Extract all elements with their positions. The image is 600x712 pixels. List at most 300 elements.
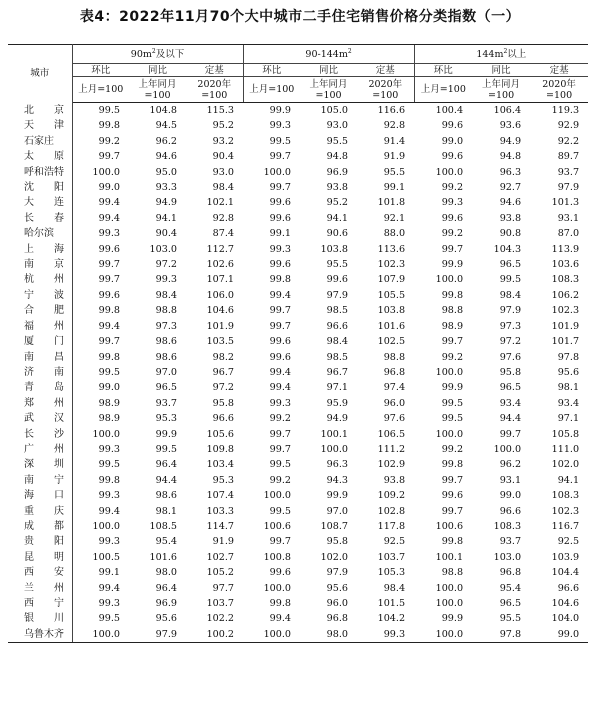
value-cell: 99.8 (269, 274, 292, 286)
value-cell: 100.0 (414, 627, 472, 643)
base-header-line: 上月=100 (249, 84, 295, 95)
value-cell: 99.4 (98, 320, 120, 332)
value-cell: 115.3 (206, 105, 235, 116)
value-cell: 99.7 (441, 336, 464, 348)
value-cell: 93.0 (212, 166, 235, 178)
value-cell: 103.3 (206, 505, 235, 517)
value-cell: 95.5 (326, 259, 349, 271)
value-cell: 92.1 (383, 212, 406, 224)
table-row (8, 149, 588, 164)
value-cell: 99.6 (441, 490, 464, 502)
value-cell: 93.0 (326, 120, 349, 132)
table-row (8, 195, 588, 210)
value-cell: 92.8 (212, 212, 235, 224)
value-cell: 99.5 (98, 366, 120, 378)
city-cell: 海 口 (8, 488, 72, 503)
city-cell: 成 都 (8, 519, 72, 534)
value-cell: 99.1 (383, 182, 406, 194)
value-cell: 99.6 (269, 351, 292, 363)
value-cell: 99.5 (269, 505, 292, 517)
value-cell: 95.8 (499, 366, 522, 378)
value-cell: 104.3 (493, 243, 522, 255)
value-cell: 99.8 (98, 474, 120, 486)
value-cell: 114.7 (206, 520, 235, 532)
value-cell: 100.0 (92, 520, 120, 532)
base-header (300, 77, 357, 103)
value-cell: 97.6 (383, 413, 406, 425)
city-cell: 南 昌 (8, 350, 72, 365)
value-cell: 99.8 (441, 459, 464, 471)
value-cell: 99.6 (98, 289, 120, 301)
value-cell: 95.6 (557, 366, 580, 378)
city-cell: 武 汉 (8, 411, 72, 426)
value-cell: 102.3 (551, 305, 580, 317)
value-cell: 104.6 (551, 598, 580, 609)
city-cell: 重 庆 (8, 504, 72, 519)
value-cell: 94.9 (326, 413, 349, 425)
value-cell: 100.0 (435, 598, 464, 609)
value-cell: 99.6 (326, 274, 349, 286)
value-cell: 90.4 (155, 228, 177, 240)
table-row (8, 411, 588, 426)
value-cell: 96.9 (155, 598, 177, 609)
value-cell: 95.8 (212, 397, 235, 409)
value-cell: 98.4 (155, 289, 177, 301)
value-cell: 92.9 (557, 120, 580, 132)
value-cell: 94.3 (326, 474, 349, 486)
value-cell: 99.9 (155, 428, 177, 440)
value-cell: 99.8 (441, 536, 464, 548)
table-row (8, 534, 588, 549)
value-cell: 93.7 (499, 536, 522, 548)
value-cell: 105.6 (206, 428, 235, 440)
table-row (8, 180, 588, 195)
value-cell: 92.2 (557, 135, 580, 147)
value-cell: 99.5 (499, 274, 522, 286)
value-cell: 99.7 (441, 505, 464, 517)
value-cell: 101.6 (377, 320, 406, 332)
value-cell: 99.3 (98, 536, 120, 548)
value-cell: 104.6 (206, 305, 235, 317)
value-cell: 95.5 (326, 135, 349, 147)
value-cell: 97.3 (155, 320, 177, 332)
value-cell: 96.0 (326, 598, 349, 609)
value-cell: 97.9 (499, 305, 522, 317)
value-cell: 94.9 (155, 197, 177, 209)
value-cell: 100.0 (435, 166, 464, 178)
value-cell: 96.8 (383, 366, 406, 378)
value-cell: 97.9 (129, 627, 186, 643)
value-cell: 99.2 (98, 135, 120, 147)
value-cell: 100.0 (263, 166, 292, 178)
value-cell: 90.4 (212, 151, 235, 163)
table-row (8, 303, 588, 318)
value-cell: 91.9 (212, 536, 235, 548)
city-cell: 石家庄 (8, 134, 72, 149)
value-cell: 97.7 (212, 582, 235, 594)
value-cell: 99.7 (269, 151, 292, 163)
value-cell: 96.4 (155, 582, 177, 594)
value-cell: 99.7 (98, 274, 120, 286)
value-cell: 97.0 (155, 366, 177, 378)
value-cell: 99.6 (269, 259, 292, 271)
value-cell: 99.4 (269, 366, 292, 378)
value-cell: 93.8 (383, 474, 406, 486)
value-cell: 100.0 (263, 490, 292, 502)
value-cell: 99.4 (269, 289, 292, 301)
city-cell: 哈尔滨 (8, 226, 72, 241)
value-cell: 102.0 (320, 551, 349, 563)
value-cell: 98.8 (441, 567, 464, 579)
value-cell: 96.4 (155, 459, 177, 471)
value-cell: 99.3 (441, 197, 464, 209)
value-cell: 100.8 (263, 551, 292, 563)
value-cell: 103.8 (320, 243, 349, 255)
value-cell: 91.9 (383, 151, 406, 163)
value-cell: 103.9 (551, 551, 580, 563)
value-cell: 99.7 (269, 443, 292, 455)
value-cell: 112.7 (206, 243, 235, 255)
value-cell: 101.9 (206, 320, 235, 332)
value-cell: 95.3 (212, 474, 235, 486)
value-cell: 103.0 (149, 243, 177, 255)
table-title: 表4：2022年11月70个大中城市二手住宅销售价格分类指数（一） (79, 9, 521, 25)
value-cell: 111.2 (377, 443, 406, 455)
base-header (414, 77, 472, 103)
value-cell: 99.2 (441, 228, 464, 240)
value-cell: 87.4 (212, 228, 235, 240)
value-cell: 99.4 (269, 382, 292, 394)
value-cell: 113.9 (551, 243, 580, 255)
value-cell: 99.2 (441, 443, 464, 455)
value-cell: 99.0 (499, 490, 522, 502)
base-header-line: =100 (372, 89, 399, 101)
value-cell: 103.0 (493, 551, 522, 563)
value-cell: 92.5 (557, 536, 580, 548)
city-cell: 兰 州 (8, 581, 72, 596)
value-cell: 102.5 (377, 336, 406, 348)
table-row (8, 211, 588, 226)
value-cell: 99.9 (326, 490, 349, 502)
value-cell: 102.1 (206, 197, 235, 209)
value-cell: 99.3 (269, 397, 292, 409)
value-cell: 99.7 (441, 243, 464, 255)
value-cell: 97.8 (557, 351, 580, 363)
table-row (8, 226, 588, 241)
value-cell: 103.5 (206, 336, 235, 348)
base-header-line: =100 (315, 89, 342, 101)
table-row (8, 103, 588, 119)
value-cell: 99.7 (269, 182, 292, 194)
table-row (8, 380, 588, 395)
city-cell: 深 圳 (8, 457, 72, 472)
value-cell: 100.6 (435, 520, 464, 532)
value-cell: 96.7 (212, 366, 235, 378)
value-cell: 96.5 (499, 259, 522, 271)
value-cell: 98.8 (441, 305, 464, 317)
value-cell: 99.1 (269, 228, 292, 240)
value-cell: 96.8 (326, 613, 349, 625)
value-cell: 106.5 (377, 428, 406, 440)
city-cell: 福 州 (8, 319, 72, 334)
city-cell: 昆 明 (8, 550, 72, 565)
value-cell: 97.3 (499, 320, 522, 332)
value-cell: 94.6 (155, 151, 177, 163)
value-cell: 98.1 (155, 505, 177, 517)
table-row (8, 242, 588, 257)
value-cell: 99.5 (98, 105, 120, 116)
value-cell: 99.5 (441, 397, 464, 409)
value-cell: 95.0 (155, 166, 177, 178)
table-row (8, 165, 588, 180)
value-cell: 91.4 (383, 135, 406, 147)
value-cell: 106.0 (206, 289, 235, 301)
value-cell: 99.2 (269, 474, 292, 486)
value-cell: 95.2 (212, 120, 235, 132)
value-cell: 96.5 (499, 598, 522, 609)
table-row (8, 427, 588, 442)
value-cell: 101.9 (551, 320, 580, 332)
city-cell: 贵 阳 (8, 534, 72, 549)
city-cell: 大 连 (8, 195, 72, 210)
city-cell: 广 州 (8, 442, 72, 457)
price-index-table (8, 44, 588, 643)
value-cell: 97.2 (212, 382, 235, 394)
value-cell: 96.9 (326, 166, 349, 178)
city-cell: 长 沙 (8, 427, 72, 442)
value-cell: 97.9 (326, 567, 349, 579)
value-cell: 99.8 (269, 598, 292, 609)
value-cell: 99.6 (269, 197, 292, 209)
value-cell: 99.7 (269, 320, 292, 332)
value-cell: 99.8 (441, 289, 464, 301)
base-header (357, 77, 414, 103)
value-cell: 99.9 (269, 105, 292, 116)
value-cell: 99.2 (441, 182, 464, 194)
base-header-line: =100 (488, 89, 515, 101)
value-cell: 97.1 (557, 413, 580, 425)
value-cell: 99.9 (441, 382, 464, 394)
value-cell: 93.6 (499, 120, 522, 132)
value-cell: 109.2 (377, 490, 406, 502)
value-cell: 103.6 (551, 259, 580, 271)
value-cell: 99.7 (269, 536, 292, 548)
value-cell: 99.1 (98, 567, 120, 579)
value-cell: 100.1 (435, 551, 464, 563)
city-cell: 西 安 (8, 565, 72, 580)
table-row (8, 118, 588, 133)
group-header: $144m^2$以上 (414, 45, 588, 64)
value-cell: 99.2 (441, 351, 464, 363)
base-header-line: =100 (144, 89, 171, 101)
value-cell: 100.4 (435, 105, 464, 116)
value-cell: 109.8 (206, 443, 235, 455)
value-cell: 105.3 (377, 567, 406, 579)
value-cell: 97.2 (499, 336, 522, 348)
value-cell: 100.0 (243, 627, 300, 643)
value-cell: 93.7 (557, 166, 580, 178)
value-cell: 99.8 (98, 305, 120, 317)
value-cell: 95.3 (155, 413, 177, 425)
value-cell: 99.3 (98, 443, 120, 455)
value-cell: 99.5 (441, 413, 464, 425)
value-cell: 98.2 (212, 351, 235, 363)
value-cell: 100.0 (263, 582, 292, 594)
base-header-line: 上年同月 (138, 78, 177, 90)
value-cell: 103.7 (377, 551, 406, 563)
value-cell: 99.4 (98, 212, 120, 224)
city-cell: 济 南 (8, 365, 72, 380)
base-header-line: 2020年 (542, 78, 576, 90)
value-cell: 99.7 (98, 259, 120, 271)
value-cell: 98.8 (155, 305, 177, 317)
table-row (8, 504, 588, 519)
table-row (8, 396, 588, 411)
value-cell: 100.0 (72, 627, 129, 643)
value-cell: 101.8 (377, 197, 406, 209)
table-row (8, 319, 588, 334)
value-cell: 97.2 (155, 259, 177, 271)
value-cell: 97.8 (472, 627, 530, 643)
value-cell: 102.6 (206, 259, 235, 271)
value-cell: 98.0 (300, 627, 357, 643)
value-cell: 93.3 (155, 182, 177, 194)
value-cell: 103.8 (377, 305, 406, 317)
city-cell: 乌鲁木齐 (8, 627, 72, 643)
metric-header: 定基 (186, 64, 243, 77)
metric-header: 定基 (530, 64, 588, 77)
value-cell: 100.0 (320, 443, 349, 455)
value-cell: 102.3 (551, 505, 580, 517)
value-cell: 98.6 (155, 336, 177, 348)
base-header-line: 2020年 (197, 78, 232, 90)
value-cell: 108.3 (551, 490, 580, 502)
metric-header: 环比 (243, 64, 300, 77)
table-row (8, 519, 588, 534)
base-header-line: 上年同月 (482, 78, 521, 90)
value-cell: 95.6 (155, 613, 177, 625)
value-cell: 100.2 (186, 627, 243, 643)
value-cell: 99.3 (98, 490, 120, 502)
city-cell: 呼和浩特 (8, 165, 72, 180)
table-row (8, 350, 588, 365)
value-cell: 99.4 (269, 613, 292, 625)
table-row (8, 611, 588, 626)
value-cell: 95.8 (326, 536, 349, 548)
value-cell: 92.7 (499, 182, 522, 194)
value-cell: 96.0 (383, 397, 406, 409)
value-cell: 94.6 (499, 197, 522, 209)
value-cell: 101.5 (377, 598, 406, 609)
table-row (8, 473, 588, 488)
city-cell: 沈 阳 (8, 180, 72, 195)
value-cell: 100.1 (320, 428, 349, 440)
value-cell: 94.1 (326, 212, 349, 224)
value-cell: 98.5 (326, 351, 349, 363)
value-cell: 95.5 (499, 613, 522, 625)
value-cell: 105.0 (320, 105, 349, 116)
table-row (8, 442, 588, 457)
value-cell: 119.3 (551, 105, 580, 116)
value-cell: 96.3 (499, 166, 522, 178)
value-cell: 100.0 (435, 582, 464, 594)
value-cell: 99.0 (98, 182, 120, 194)
value-cell: 111.0 (551, 443, 580, 455)
value-cell: 90.8 (499, 228, 522, 240)
metric-header: 环比 (72, 64, 129, 77)
base-header-line: =100 (546, 89, 573, 101)
value-cell: 105.2 (206, 567, 235, 579)
value-cell: 98.6 (155, 490, 177, 502)
value-cell: 103.7 (206, 598, 235, 609)
value-cell: 87.0 (557, 228, 580, 240)
value-cell: 97.1 (326, 382, 349, 394)
value-cell: 94.1 (155, 212, 177, 224)
metric-header: 同比 (472, 64, 530, 77)
value-cell: 96.6 (499, 505, 522, 517)
value-cell: 99.6 (269, 336, 292, 348)
value-cell: 93.7 (155, 397, 177, 409)
table-row (8, 134, 588, 149)
value-cell: 94.8 (499, 151, 522, 163)
value-cell: 99.2 (269, 413, 292, 425)
value-cell: 100.0 (493, 443, 522, 455)
value-cell: 94.4 (499, 413, 522, 425)
base-header (530, 77, 588, 103)
value-cell: 99.5 (269, 135, 292, 147)
value-cell: 96.6 (326, 320, 349, 332)
value-cell: 102.9 (377, 459, 406, 471)
value-cell: 102.2 (206, 613, 235, 625)
value-cell: 88.0 (383, 228, 406, 240)
value-cell: 107.9 (377, 274, 406, 286)
value-cell: 99.5 (269, 459, 292, 471)
value-cell: 93.4 (557, 397, 580, 409)
value-cell: 98.5 (326, 305, 349, 317)
value-cell: 95.2 (326, 197, 349, 209)
city-cell: 上 海 (8, 242, 72, 257)
value-cell: 104.2 (377, 613, 406, 625)
value-cell: 106.4 (493, 105, 522, 116)
value-cell: 99.8 (98, 120, 120, 132)
value-cell: 93.2 (212, 135, 235, 147)
base-header-line: 2020年 (368, 78, 403, 90)
value-cell: 99.0 (98, 382, 120, 394)
value-cell: 96.3 (326, 459, 349, 471)
value-cell: 108.7 (320, 520, 349, 532)
value-cell: 97.0 (326, 505, 349, 517)
value-cell: 96.8 (499, 567, 522, 579)
city-cell: 郑 州 (8, 396, 72, 411)
value-cell: 98.9 (98, 397, 120, 409)
value-cell: 108.3 (551, 274, 580, 286)
value-cell: 100.5 (92, 551, 120, 563)
value-cell: 98.9 (441, 320, 464, 332)
table-row (8, 257, 588, 272)
value-cell: 97.9 (326, 289, 349, 301)
value-cell: 104.4 (551, 567, 580, 579)
base-header (129, 77, 186, 103)
value-cell: 99.0 (530, 627, 588, 643)
value-cell: 101.6 (149, 551, 177, 563)
value-cell: 116.7 (551, 520, 580, 532)
table-row (8, 488, 588, 503)
value-cell: 93.8 (326, 182, 349, 194)
table-row (8, 334, 588, 349)
value-cell: 98.4 (212, 182, 235, 194)
value-cell: 105.8 (551, 428, 580, 440)
value-cell: 99.4 (98, 505, 120, 517)
